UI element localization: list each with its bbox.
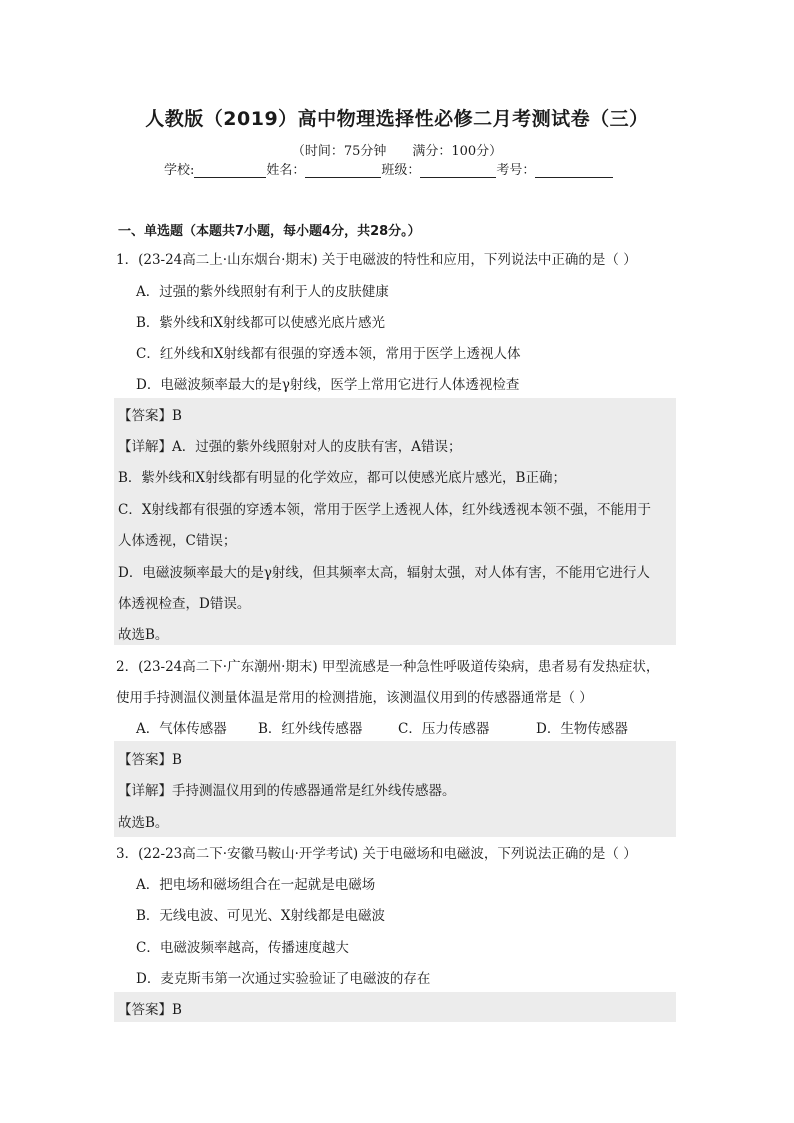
name-field[interactable] <box>305 163 381 178</box>
exam-no-label: 考号： <box>496 163 536 178</box>
time-limit: （时间：75分钟 <box>291 144 387 159</box>
question-1-detail-line: D．电磁波频率最大的是γ射线，但其频率太高，辐射太强，对人体有害，不能用它进行人 <box>118 565 650 581</box>
question-1-answer: 【答案】B <box>118 408 182 424</box>
exam-subtitle <box>0 140 794 159</box>
question-1-detail-line: B．紫外线和X射线都有明显的化学效应，都可以使感光底片感光，B正确； <box>118 470 566 486</box>
exam-no-field[interactable] <box>535 163 613 178</box>
full-score: 满分：100分） <box>412 144 503 159</box>
section-heading: 一、单选题（本题共7小题，每小题4分，共28分。） <box>118 224 421 239</box>
question-1-detail-line: 体透视检查，D错误。 <box>118 596 251 612</box>
question-1-detail-line: 人体透视，C错误； <box>118 533 237 549</box>
exam-title: 人教版（2019）高中物理选择性必修二月考测试卷（三） <box>145 108 649 130</box>
question-3-option-a: A．把电场和磁场组合在一起就是电磁场 <box>136 877 376 893</box>
question-3-answer: 【答案】B <box>118 1002 182 1018</box>
student-info-row <box>164 159 613 178</box>
question-1-detail-line: C．X射线都有很强的穿透本领，常用于医学上透视人体，红外线透视本领不强，不能用于 <box>118 502 651 518</box>
class-field[interactable] <box>420 163 496 178</box>
question-1-option-d: D．电磁波频率最大的是γ射线，医学上常用它进行人体透视检查 <box>136 377 520 393</box>
question-1-detail-line: 【详解】A．过强的紫外线照射对人的皮肤有害，A错误； <box>118 439 462 455</box>
question-3-option-c: C．电磁波频率越高，传播速度越大 <box>136 940 349 956</box>
question-2-answer: 【答案】B <box>118 752 182 768</box>
question-2-stem-line: 2．(23-24高二下·广东潮州·期末) 甲型流感是一种急性呼吸道传染病，患者易有发热症状， <box>116 659 660 675</box>
question-2-option-c: C．压力传感器 <box>398 721 490 737</box>
question-2-detail-line: 故选B。 <box>118 815 169 831</box>
question-3-answer-block <box>114 992 676 1022</box>
question-2-options-row <box>136 717 628 737</box>
question-1-detail-line: 故选B。 <box>118 627 169 643</box>
question-2-option-a: A．气体传感器 <box>136 721 227 737</box>
question-2-option-d: D．生物传感器 <box>536 721 628 737</box>
question-2-detail-line: 【详解】手持测温仪用到的传感器通常是红外线传感器。 <box>118 783 456 799</box>
question-1-option-b: B．紫外线和X射线都可以使感光底片感光 <box>136 315 386 331</box>
name-label: 姓名： <box>266 163 306 178</box>
question-2-option-b: B．红外线传感器 <box>258 721 363 737</box>
question-2-stem-line: 使用手持测温仪测量体温是常用的检测措施，该测温仪用到的传感器通常是（ ） <box>116 690 593 706</box>
question-1-option-c: C．红外线和X射线都有很强的穿透本领，常用于医学上透视人体 <box>136 346 521 362</box>
school-field[interactable] <box>194 163 266 178</box>
question-1-option-a: A．过强的紫外线照射有利于人的皮肤健康 <box>136 284 389 300</box>
question-1-stem: 1．(23-24高二上·山东烟台·期末) 关于电磁波的特性和应用，下列说法中正确的是（ ） <box>116 252 637 268</box>
question-3-stem: 3．(22-23高二下·安徽马鞍山·开学考试) 关于电磁场和电磁波，下列说法正确的是（ ） <box>116 846 637 862</box>
question-3-option-b: B．无线电波、可见光、X射线都是电磁波 <box>136 908 386 924</box>
class-label: 班级： <box>381 163 421 178</box>
question-3-option-d: D．麦克斯韦第一次通过实验验证了电磁波的存在 <box>136 971 431 987</box>
school-label: 学校: <box>164 163 195 178</box>
